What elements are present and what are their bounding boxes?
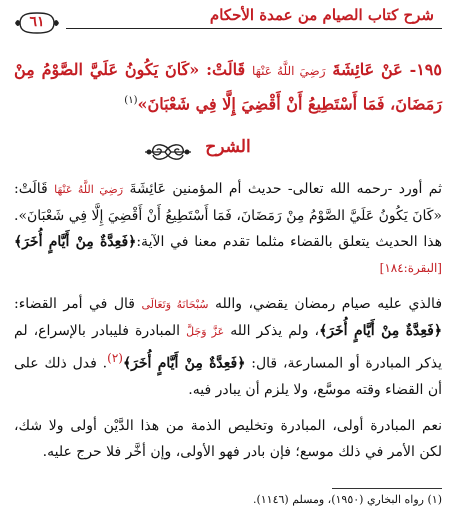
section-heading	[0, 135, 456, 165]
paragraph-2	[14, 291, 442, 403]
p2-text-a: فالذي عليه صيام رمضان يقضي، والله	[215, 296, 443, 312]
p1-quran-verse: ﴿فَعِدَّةٌ مِنْ أَيَّامٍ أُخَرَ﴾	[14, 234, 137, 250]
p2-praise: سُبْحَانَهُ وَتَعَالَى	[141, 298, 209, 311]
page-number-frame	[14, 10, 60, 36]
p2-text-e: . فدل ذلك على أن القضاء وقته موسَّع، ولا يلزم أن يبادر فيه.	[14, 355, 442, 398]
p2-text-c: ، ولم يذكر الله	[230, 323, 320, 339]
p1-quran-reference: [البقرة:١٨٤]	[379, 261, 442, 275]
p2-text-d: المبادرة فليبادر بالإسراع، لم يذكر المبادرة أو المسارعة، قال:	[14, 323, 442, 372]
footnote-marker: (١)	[124, 95, 138, 106]
p1-praise: رَضِيَ اللَّهُ عَنْهَا	[54, 183, 124, 196]
hadith-text	[14, 55, 442, 118]
page-number: ٦١	[29, 14, 45, 30]
left-ornament-icon	[145, 141, 193, 163]
p2-praise-2: عَزَّ وَجَلَّ	[186, 325, 225, 338]
section-title: الشرح	[205, 137, 251, 157]
paragraph-1	[14, 176, 442, 281]
paragraph-3: نعم المبادرة أولى، المبادرة وتخليص الذمة من هذا الدَّيْن أولى ولا شك، لكن الأمر في ذلك موسع؛ فإن بادر فهو الأولى، وإن أخَّر فلا حرج عليه.	[14, 417, 442, 460]
hadith-narrator: عَنْ عَائِشَةَ	[332, 60, 403, 79]
p2-footnote-marker: (٢)	[107, 351, 123, 365]
p2-quran-verse-2: ﴿فَعِدَّةٌ مِنْ أَيَّامٍ أُخَرَ﴾	[122, 355, 246, 372]
hadith-matn: قَالَتْ: «كَانَ يَكُونُ عَلَيَّ الصَّوْمُ مِنْ رَمَضَانَ، فَمَا أَسْتَطِيعُ أَنْ أَقْضِيَ إِلَّا فِي شَعْبَانَ»	[14, 60, 442, 114]
book-title: شرح كتاب الصيام من عمدة الأحكام	[209, 6, 434, 24]
p1-text-b: قَالَتْ: «كَانَ يَكُونُ عَلَيَّ الصَّوْمُ مِنْ رَمَضَانَ، فَمَا أَسْتَطِيعُ أَنْ أَقْضِيَ إِلَّا فِي شَعْبَانَ». هذا الحديث يتعلق بالقضاء مثلما تقدم معنا في الآية:	[14, 181, 442, 250]
hadith-number: ١٩٥-	[409, 60, 442, 79]
p2-text-b: قال في أمر القضاء:	[14, 296, 135, 312]
header-rule	[66, 28, 442, 29]
narrator-praise: رَضِيَ اللَّهُ عَنْهَا	[251, 64, 326, 78]
p2-quran-verse-1: ﴿فَعِدَّةٌ مِنْ أَيَّامٍ أُخَرَ﴾	[319, 323, 443, 339]
p1-text-a: ثم أورد -رحمه الله تعالى- حديث أم المؤمنين عَائِشَةَ	[129, 181, 442, 197]
page-header	[8, 6, 448, 40]
footnote: (١) رواه البخاري (١٩٥٠)، ومسلم (١١٤٦).	[252, 493, 442, 506]
footnote-rule	[332, 488, 442, 489]
commentary-body	[14, 176, 442, 475]
